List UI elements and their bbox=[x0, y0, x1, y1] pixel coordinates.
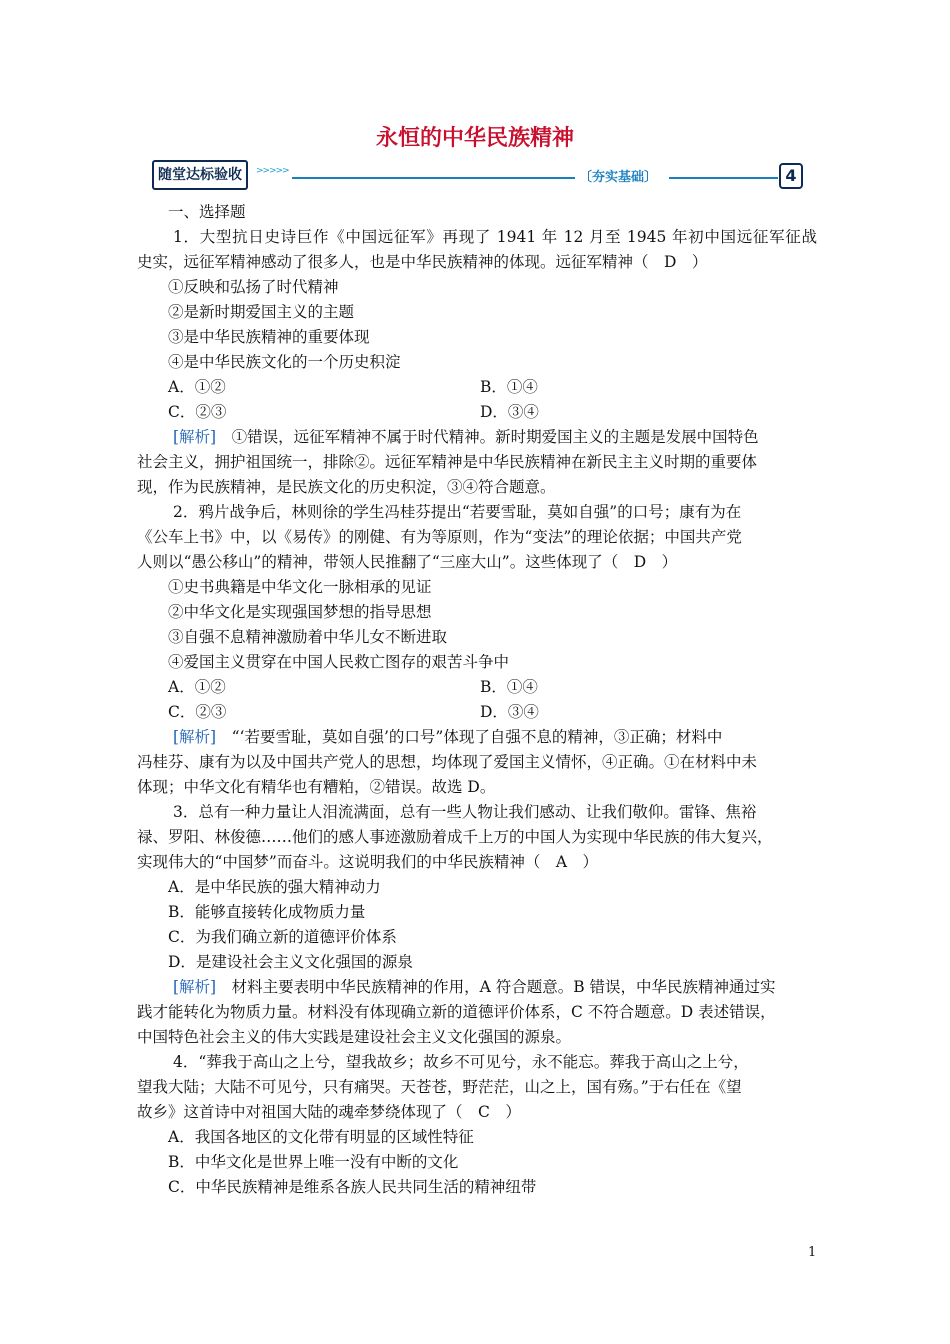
page-title: 永恒的中华民族精神 bbox=[375, 126, 574, 151]
question-1-analysis: 现，作为民族精神，是民族文化的历史积淀，③④符合题意。 bbox=[137, 478, 556, 496]
option-c: C．中华民族精神是维系各族人民共同生活的精神纽带 bbox=[168, 1178, 537, 1196]
option-d: D．③④ bbox=[480, 403, 539, 421]
analysis-text: ①错误，远征军精神不属于时代精神。新时期爱国主义的主题是发展中国特色 bbox=[216, 428, 759, 446]
question-4-stem: 故乡》这首诗中对祖国大陆的魂牵梦绕体现了（ C ） bbox=[137, 1103, 521, 1121]
question-1-analysis: 社会主义，拥护祖国统一，排除②。远征军精神是中华民族精神在新民主主义时期的重要体 bbox=[137, 453, 758, 471]
option-b: B．中华文化是世界上唯一没有中断的文化 bbox=[168, 1153, 459, 1171]
question-1-options bbox=[137, 400, 817, 425]
question-4-stem: 望我大陆；大陆不可见兮，只有痛哭。天苍苍，野茫茫，山之上，国有殇。”于右任在《望 bbox=[137, 1078, 742, 1096]
question-1-stem: 史实，远征军精神感动了很多人，也是中华民族精神的体现。远征军精神（ D ） bbox=[137, 253, 708, 271]
question-2-item: ③自强不息精神激励着中华儿女不断进取 bbox=[168, 628, 448, 646]
option-d: D．③④ bbox=[480, 703, 539, 721]
section-banner bbox=[152, 160, 800, 190]
banner-divider-left bbox=[292, 177, 575, 179]
question-2-item: ②中华文化是实现强国梦想的指导思想 bbox=[168, 603, 432, 621]
question-1-stem: 1．大型抗日史诗巨作《中国远征军》再现了 1941 年 12 月至 1945 年初中国远征军征战 bbox=[173, 228, 817, 246]
question-3-stem: 实现伟大的“中国梦”而奋斗。这说明我们的中华民族精神（ A ） bbox=[137, 853, 599, 871]
banner-tag: 随堂达标验收 bbox=[152, 160, 248, 190]
option-b: B．①④ bbox=[480, 378, 538, 396]
question-3-analysis: 践才能转化为物质力量。材料没有体现确立新的道德评价体系，C 不符合题意。D 表述错误， bbox=[137, 1003, 776, 1021]
question-2-stem: 《公车上书》中，以《易传》的刚健、有为等原则，作为“变法”的理论依据；中国共产党 bbox=[137, 528, 742, 546]
question-1-options bbox=[137, 375, 817, 400]
option-a: A．是中华民族的强大精神动力 bbox=[168, 878, 381, 896]
banner-number: 4 bbox=[779, 163, 803, 189]
analysis-label: [解析] bbox=[173, 978, 217, 996]
option-c: C．为我们确立新的道德评价体系 bbox=[168, 928, 397, 946]
question-4-stem: 4．“葬我于高山之上兮，望我故乡；故乡不可见兮，永不能忘。葬我于高山之上兮， bbox=[173, 1053, 749, 1071]
section-heading: 一、选择题 bbox=[168, 203, 246, 221]
question-2-options bbox=[137, 675, 817, 700]
question-2-item: ①史书典籍是中华文化一脉相承的见证 bbox=[168, 578, 432, 596]
banner-arrows: >>>>> bbox=[256, 166, 289, 176]
question-3-analysis: 中国特色社会主义的伟大实践是建设社会主义文化强国的源泉。 bbox=[137, 1028, 572, 1046]
option-c: C．②③ bbox=[168, 703, 227, 721]
question-3-analysis bbox=[137, 975, 817, 1000]
option-b: B．①④ bbox=[480, 678, 538, 696]
question-1-analysis bbox=[137, 425, 817, 450]
question-1-item: ③是中华民族精神的重要体现 bbox=[168, 328, 370, 346]
document-body bbox=[137, 200, 817, 1200]
question-2-stem: 2．鸦片战争后，林则徐的学生冯桂芬提出“若要雪耻，莫如自强”的口号；康有为在 bbox=[173, 503, 742, 521]
option-b: B．能够直接转化成物质力量 bbox=[168, 903, 366, 921]
question-1-item: ②是新时期爱国主义的主题 bbox=[168, 303, 355, 321]
analysis-text: 材料主要表明中华民族精神的作用，A 符合题意。B 错误，中华民族精神通过实 bbox=[216, 978, 776, 996]
question-2-analysis: 冯桂芬、康有为以及中国共产党人的思想，均体现了爱国主义情怀，④正确。①在材料中未 bbox=[137, 753, 758, 771]
question-2-item: ④爱国主义贯穿在中国人民救亡图存的艰苦斗争中 bbox=[168, 653, 510, 671]
page-number: 1 bbox=[808, 1245, 817, 1260]
option-a: A．①② bbox=[168, 678, 226, 696]
option-a: A．我国各地区的文化带有明显的区域性特征 bbox=[168, 1128, 474, 1146]
analysis-label: [解析] bbox=[173, 728, 217, 746]
question-2-analysis: 体现；中华文化有精华也有糟粕，②错误。故选 D。 bbox=[137, 778, 496, 796]
option-d: D．是建设社会主义文化强国的源泉 bbox=[168, 953, 413, 971]
question-1-item: ①反映和弘扬了时代精神 bbox=[168, 278, 339, 296]
question-3-stem: 禄、罗阳、林俊德……他们的感人事迹激励着成千上万的中国人为实现中华民族的伟大复兴， bbox=[137, 828, 773, 846]
option-c: C．②③ bbox=[168, 403, 227, 421]
question-2-analysis bbox=[137, 725, 817, 750]
analysis-label: [解析] bbox=[173, 428, 217, 446]
option-a: A．①② bbox=[168, 378, 226, 396]
banner-center-label: 〔夯实基础〕 bbox=[579, 170, 658, 185]
banner-divider-right bbox=[669, 177, 778, 179]
analysis-text: “‘若要雪耻，莫如自强’的口号”体现了自强不息的精神，③正确；材料中 bbox=[216, 728, 723, 746]
question-3-stem: 3．总有一种力量让人泪流满面，总有一些人物让我们感动、让我们敬仰。雷锋、焦裕 bbox=[173, 803, 757, 821]
question-1-item: ④是中华民族文化的一个历史积淀 bbox=[168, 353, 401, 371]
question-2-options bbox=[137, 700, 817, 725]
question-2-stem: 人则以“愚公移山”的精神，带领人民推翻了“三座大山”。这些体现了（ D ） bbox=[137, 553, 678, 571]
